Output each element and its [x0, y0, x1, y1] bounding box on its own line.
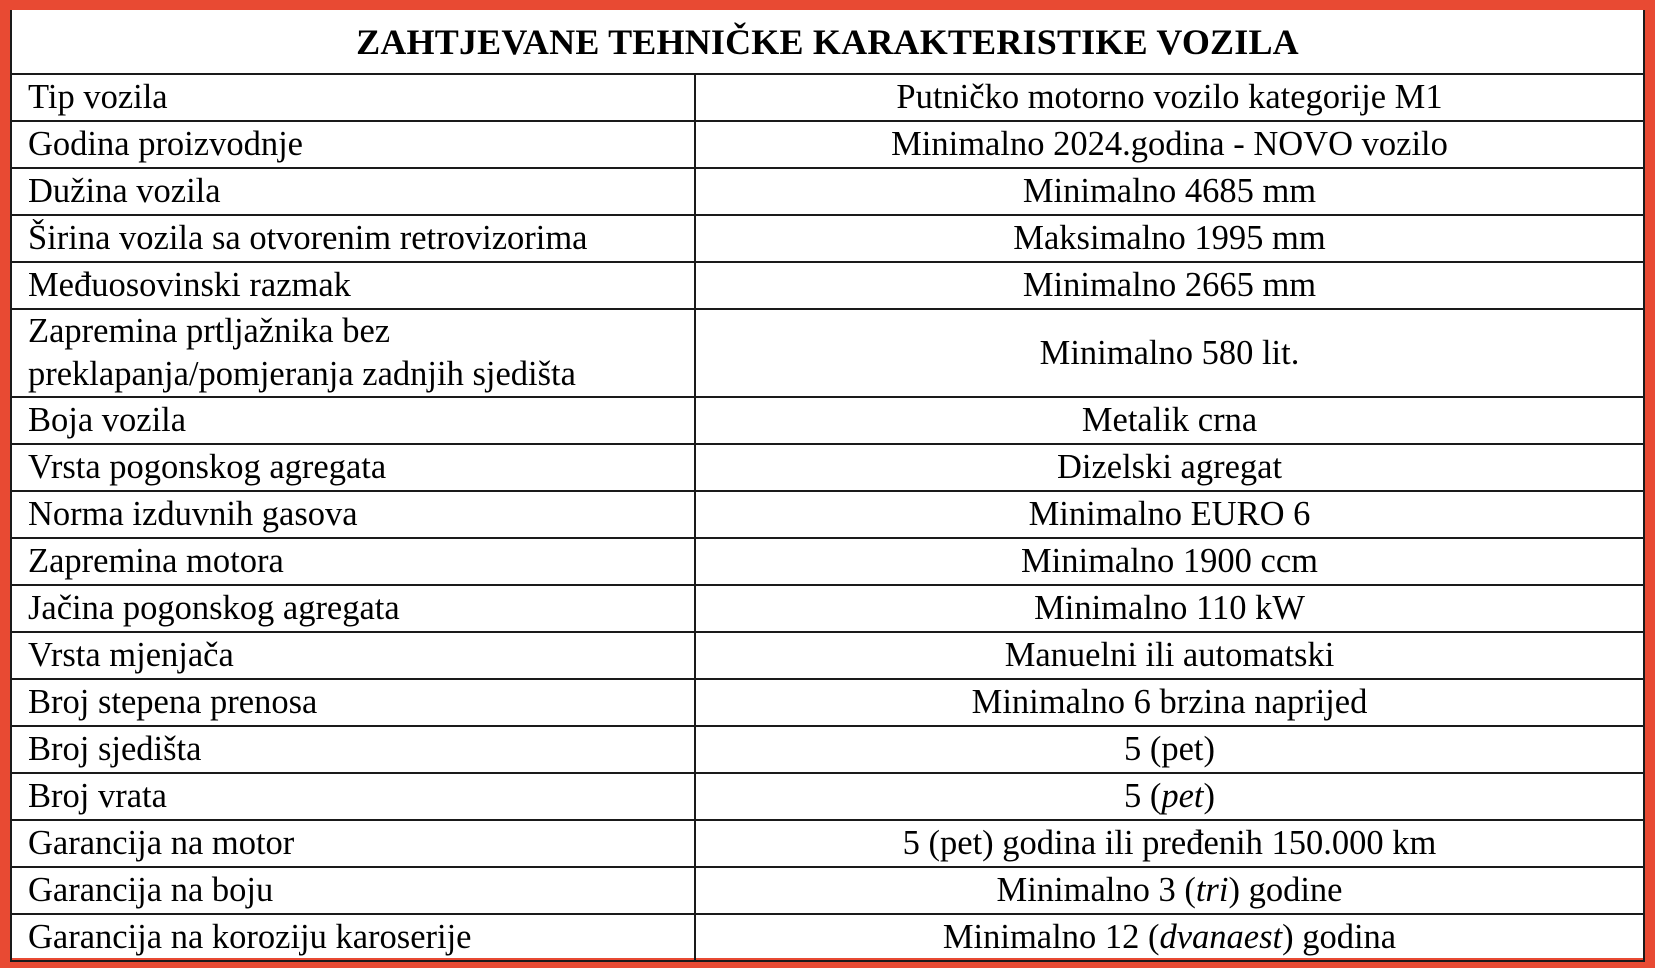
spec-value: Minimalno 1900 ccm [695, 538, 1644, 585]
table-row [11, 538, 1644, 585]
value-text: ) [1203, 777, 1216, 815]
spec-label: Zapremina motora [11, 538, 695, 585]
table-row [11, 491, 1644, 538]
table-title: ZAHTJEVANE TEHNIČKE KARAKTERISTIKE VOZILA [11, 10, 1644, 74]
table-row [11, 914, 1644, 961]
value-text: Minimalno 3 ( [996, 871, 1196, 909]
spec-value: Minimalno 2665 mm [695, 262, 1644, 309]
spec-value: Minimalno 4685 mm [695, 168, 1644, 215]
spec-label: Međuosovinski razmak [11, 262, 695, 309]
spec-label: Vrsta pogonskog agregata [11, 444, 695, 491]
table-row [11, 444, 1644, 491]
spec-label: Jačina pogonskog agregata [11, 585, 695, 632]
table-row [11, 632, 1644, 679]
spec-label: Tip vozila [11, 74, 695, 121]
value-italic-text: pet [1161, 777, 1204, 815]
spec-value: Metalik crna [695, 397, 1644, 444]
value-text: ) godina [1282, 918, 1397, 956]
table-row [11, 262, 1644, 309]
table-row [11, 74, 1644, 121]
value-text: Minimalno 12 ( [942, 918, 1160, 956]
spec-label: Boja vozila [11, 397, 695, 444]
spec-value [695, 867, 1644, 914]
table-row [11, 168, 1644, 215]
spec-value: Minimalno EURO 6 [695, 491, 1644, 538]
spec-value: 5 (pet) godina ili pređenih 150.000 km [695, 820, 1644, 867]
spec-value: Minimalno 110 kW [695, 585, 1644, 632]
value-text: ) godine [1228, 871, 1343, 909]
value-italic-text: tri [1195, 871, 1229, 909]
table-row [11, 820, 1644, 867]
spec-label: Dužina vozila [11, 168, 695, 215]
spec-label-text: Zapremina prtljažnika bez preklapanja/pomjeranja zadnjih sjedišta [28, 312, 576, 393]
spec-value: Dizelski agregat [695, 444, 1644, 491]
spec-value: Minimalno 6 brzina naprijed [695, 679, 1644, 726]
table-row [11, 679, 1644, 726]
spec-label [11, 309, 695, 397]
spec-label: Godina proizvodnje [11, 121, 695, 168]
spec-value: Putničko motorno vozilo kategorije M1 [695, 74, 1644, 121]
spec-label: Broj stepena prenosa [11, 679, 695, 726]
value-text: 5 ( [1123, 777, 1162, 815]
spec-label: Broj sjedišta [11, 726, 695, 773]
table-row [11, 215, 1644, 262]
table-row [11, 309, 1644, 397]
table-row [11, 867, 1644, 914]
spec-value [695, 914, 1644, 961]
spec-value: Manuelni ili automatski [695, 632, 1644, 679]
spec-label: Garancija na boju [11, 867, 695, 914]
specifications-table [10, 10, 1645, 962]
table-row [11, 397, 1644, 444]
table-row [11, 121, 1644, 168]
spec-value: 5 (pet) [695, 726, 1644, 773]
spec-value [695, 773, 1644, 820]
spec-label: Broj vrata [11, 773, 695, 820]
spec-label: Vrsta mjenjača [11, 632, 695, 679]
spec-label: Širina vozila sa otvorenim retrovizorima [11, 215, 695, 262]
spec-value: Minimalno 580 lit. [695, 309, 1644, 397]
spec-value: Minimalno 2024.godina - NOVO vozilo [695, 121, 1644, 168]
table-row [11, 773, 1644, 820]
table-row [11, 726, 1644, 773]
spec-label: Garancija na motor [11, 820, 695, 867]
value-italic-text: dvanaest [1159, 918, 1283, 956]
table-row [11, 585, 1644, 632]
table-header-row [11, 10, 1644, 74]
spec-label: Garancija na koroziju karoserije [11, 914, 695, 961]
spec-value: Maksimalno 1995 mm [695, 215, 1644, 262]
spec-label: Norma izduvnih gasova [11, 491, 695, 538]
